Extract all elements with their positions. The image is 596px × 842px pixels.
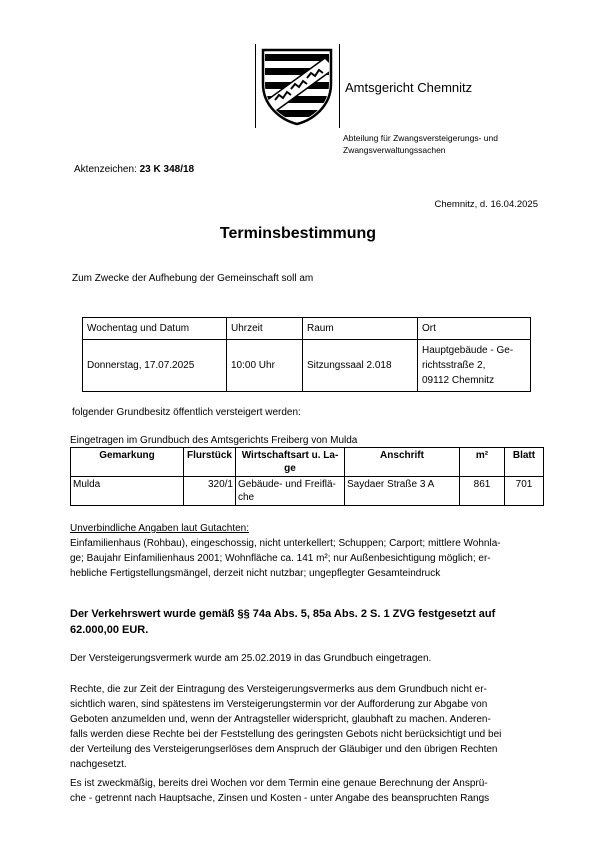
col-header-time: Uhrzeit — [227, 318, 303, 340]
cell-wirtschaftsart — [236, 477, 345, 506]
wirtschaftsart-line-1: Gebäude- und Freiflä- — [238, 479, 336, 490]
land-register-title: Eingetragen im Grundbuch des Amtsgerichts Freiberg von Mulda — [70, 435, 358, 446]
gutachten-line-1: Einfamilienhaus (Rohbau), eingeschossig, nicht unterkellert; Schuppen; Carport; mittlere Wohnla- — [70, 538, 501, 549]
schedule-row — [83, 340, 531, 392]
gutachten-line-3: hebliche Fertigstellungsmängel, derzeit nicht nutzbar; ungepflegter Gesamteindruck — [70, 568, 441, 579]
place-line-1: Hauptgebäude - Ge- — [422, 345, 514, 356]
place-line-3: 09112 Chemnitz — [422, 375, 495, 386]
department-name: Abteilung für Zwangsversteigerungs- und Zwangsverwaltungssachen — [343, 133, 498, 155]
rechte-line-5: der Verteilung des Versteigerungserlöses dem Anspruch der Gläubiger und den übrigen Rechten — [70, 744, 498, 755]
wirtschaftsart-header-line-1: Wirtschaftsart u. La- — [241, 450, 339, 461]
col-header-gemarkung: Gemarkung — [71, 448, 184, 477]
cell-day-date: Donnerstag, 17.07.2025 — [83, 340, 227, 392]
zweck-line-1: Es ist zweckmäßig, bereits drei Wochen vor dem Termin eine genaue Berechnung der Ansprü- — [70, 778, 488, 789]
cell-place — [418, 340, 531, 392]
wirtschaftsart-line-2: che — [238, 492, 255, 503]
vermerk-text: Der Versteigerungsvermerk wurde am 25.02.2019 in das Grundbuch eingetragen. — [70, 653, 432, 664]
rechte-line-3: Geboten anzumelden und, wenn der Antragsteller widerspricht, glaubhaft zu machen. Anderen- — [70, 714, 491, 725]
schedule-table — [82, 317, 531, 392]
schedule-header-row — [83, 318, 531, 340]
verkehrswert-line-2: 62.000,00 EUR. — [70, 624, 149, 636]
cell-anschrift: Saydaer Straße 3 A — [345, 477, 460, 506]
col-header-anschrift: Anschrift — [345, 448, 460, 477]
rechte-section — [70, 682, 544, 772]
zweck-line-2: che - getrennt nach Hauptsache, Zinsen und Kosten - unter Angabe des beanspruchten Rangs — [70, 793, 490, 804]
auction-text: folgender Grundbesitz öffentlich versteigert werden: — [72, 407, 301, 418]
col-header-m2: m² — [460, 448, 505, 477]
cell-flurstueck: 320/1 — [184, 477, 236, 506]
case-reference — [74, 164, 194, 175]
gutachten-line-2: ge; Baujahr Einfamilienhaus 2001; Wohnfläche ca. 141 m²; nur Außenbesichtigung möglich; er- — [70, 553, 491, 564]
gutachten-section — [70, 521, 544, 581]
rechte-line-6: nachgesetzt. — [70, 759, 127, 770]
rechte-line-2: sichtlich waren, sind spätestens im Versteigerungstermin vor der Aufforderung zur Abgabe von — [70, 699, 488, 710]
cell-room: Sitzungssaal 2.018 — [303, 340, 418, 392]
document-title: Terminsbestimmung — [219, 225, 377, 242]
rechte-line-4: falls werden diese Rechte bei der Feststellung des geringsten Gebots nicht berücksichtigt und bei — [70, 729, 502, 740]
col-header-room: Raum — [303, 318, 418, 340]
property-header-row — [71, 448, 544, 477]
header-divider-right — [339, 44, 340, 128]
court-name: Amtsgericht Chemnitz — [345, 80, 473, 95]
rechte-line-1: Rechte, die zur Zeit der Eintragung des Versteigerungsvermerks aus dem Grundbuch nicht er- — [70, 684, 487, 695]
zweck-section — [70, 776, 544, 806]
col-header-day-date: Wochentag und Datum — [83, 318, 227, 340]
cell-gemarkung: Mulda — [71, 477, 184, 506]
case-label: Aktenzeichen: — [74, 164, 137, 175]
coat-of-arms-icon — [255, 44, 339, 128]
property-row — [71, 477, 544, 506]
property-table — [70, 447, 544, 506]
case-number: 23 K 348/18 — [139, 164, 195, 175]
wirtschaftsart-header-line-2: ge — [284, 463, 296, 474]
cell-time: 10:00 Uhr — [227, 340, 303, 392]
col-header-flurstueck: Flurstück — [184, 448, 236, 477]
cell-m2: 861 — [460, 477, 505, 506]
gutachten-heading: Unverbindliche Angaben laut Gutachten: — [70, 523, 250, 534]
intro-text: Zum Zwecke der Aufhebung der Gemeinschaft soll am — [72, 273, 314, 284]
col-header-blatt: Blatt — [505, 448, 544, 477]
col-header-place: Ort — [418, 318, 531, 340]
verkehrswert-line-1: Der Verkehrswert wurde gemäß §§ 74a Abs. 5, 85a Abs. 2 S. 1 ZVG festgesetzt auf — [70, 608, 496, 620]
cell-blatt: 701 — [505, 477, 544, 506]
col-header-wirtschaftsart — [236, 448, 345, 477]
place-date: Chemnitz, d. 16.04.2025 — [434, 199, 538, 210]
verkehrswert-section — [70, 606, 544, 638]
place-line-2: richtsstraße 2, — [422, 360, 486, 371]
